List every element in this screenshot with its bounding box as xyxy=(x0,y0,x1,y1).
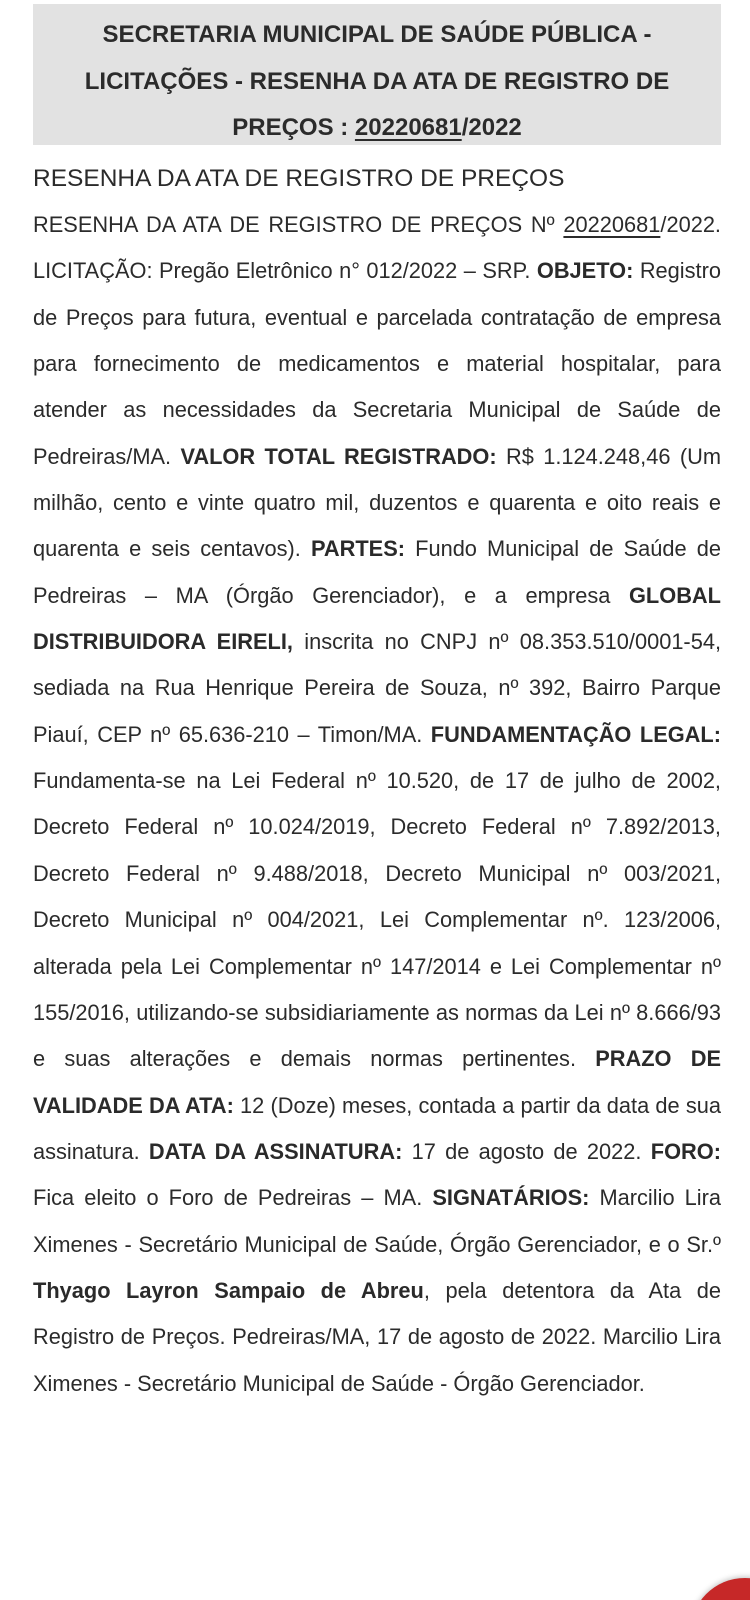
title-year: /2022 xyxy=(461,114,522,141)
body-text: Fundamenta-se na Lei Federal nº 10.520, de 17 de julho de 2002, Decreto Federal nº 10.024/2019, Decreto Federal nº 7.892/2013, Decreto Federal nº 9.488/2018, Decreto Municipal nº 003/2021, Decreto Municipal nº 004/2021, Lei Complementar nº. 123/2006, alterada pela Lei Complementar nº 147/2014 e Lei Complementar nº 155/2016, utilizando-se subsidiariamente as normas da Lei nº 8.666/93 e suas alterações e demais normas pertinentes. xyxy=(33,768,721,1072)
title-line-1: SECRETARIA MUNICIPAL DE SAÚDE PÚBLICA - xyxy=(102,21,652,48)
body-text: 17 de agosto de 2022. xyxy=(402,1138,651,1164)
label-foro: FORO: xyxy=(650,1138,721,1164)
body-text: , pela detentora da Ata de Registro de Preços. Pedreiras/MA, 17 de agosto de 2022. Marcilio Lira Ximenes - Secretário Municipal de Saúde - Órgão Gerenciador. xyxy=(33,1277,721,1396)
company-name: GLOBAL DISTRIBUIDORA EIRELI, xyxy=(33,582,721,655)
ata-number-link[interactable]: 20220681 xyxy=(563,212,661,237)
body-text: R$ 1.124.248,46 (Um milhão, cento e vinte quatro mil, duzentos e quarenta e oito reais e quarenta e seis centavos). xyxy=(33,443,721,562)
title-banner xyxy=(33,4,721,145)
label-partes: PARTES: xyxy=(310,536,406,562)
body-text: 12 (Doze) meses, contada a partir da data de sua assinatura. xyxy=(33,1092,721,1164)
body-text: /2022. LICITAÇÃO: Pregão Eletrônico n° 012/2022 – SRP. xyxy=(33,212,721,284)
signatory-name: Thyago Layron Sampaio de Abreu xyxy=(33,1277,424,1303)
label-valor-total: VALOR TOTAL REGISTRADO: xyxy=(180,443,497,469)
body-text: Registro de Preços para futura, eventual e parcelada contratação de empresa para fornecimento de medicamentos e material hospitalar, para atender as necessidades da Secretaria Municipal de Saúde de Pedreiras/MA. xyxy=(33,258,721,469)
label-prazo-validade: PRAZO DE VALIDADE DA ATA: xyxy=(33,1046,722,1118)
body-text: Fica eleito o Foro de Pedreiras – MA. xyxy=(33,1185,433,1211)
body-text: Fundo Municipal de Saúde de Pedreiras – MA (Órgão Gerenciador), e a empresa xyxy=(33,536,721,608)
document-subtitle: RESENHA DA ATA DE REGISTRO DE PREÇOS xyxy=(33,165,565,192)
label-fundamentacao: FUNDAMENTAÇÃO LEGAL: xyxy=(430,721,721,747)
body-text: inscrita no CNPJ nº 08.353.510/0001-54, sediada na Rua Henrique Pereira de Souza, nº 392, Bairro Parque Piauí, CEP nº 65.636-210 – Timon/MA. xyxy=(33,629,721,747)
label-objeto: OBJETO: xyxy=(536,258,634,284)
title-line-3-prefix: PREÇOS : xyxy=(232,114,355,141)
body-text: Marcilio Lira Ximenes - Secretário Municipal de Saúde, Órgão Gerenciador, e o Sr.º xyxy=(33,1185,722,1257)
body-text: RESENHA DA ATA DE REGISTRO DE PREÇOS Nº xyxy=(33,212,564,237)
page-title xyxy=(51,12,703,152)
title-ata-number-link[interactable]: 20220681 xyxy=(354,114,462,141)
document-body xyxy=(33,202,721,1407)
label-data-assinatura: DATA DA ASSINATURA: xyxy=(148,1138,403,1164)
title-line-2: LICITAÇÕES - RESENHA DA ATA DE REGISTRO DE xyxy=(84,67,670,95)
label-signatarios: SIGNATÁRIOS: xyxy=(432,1185,590,1211)
floating-action-button[interactable] xyxy=(690,1578,750,1600)
